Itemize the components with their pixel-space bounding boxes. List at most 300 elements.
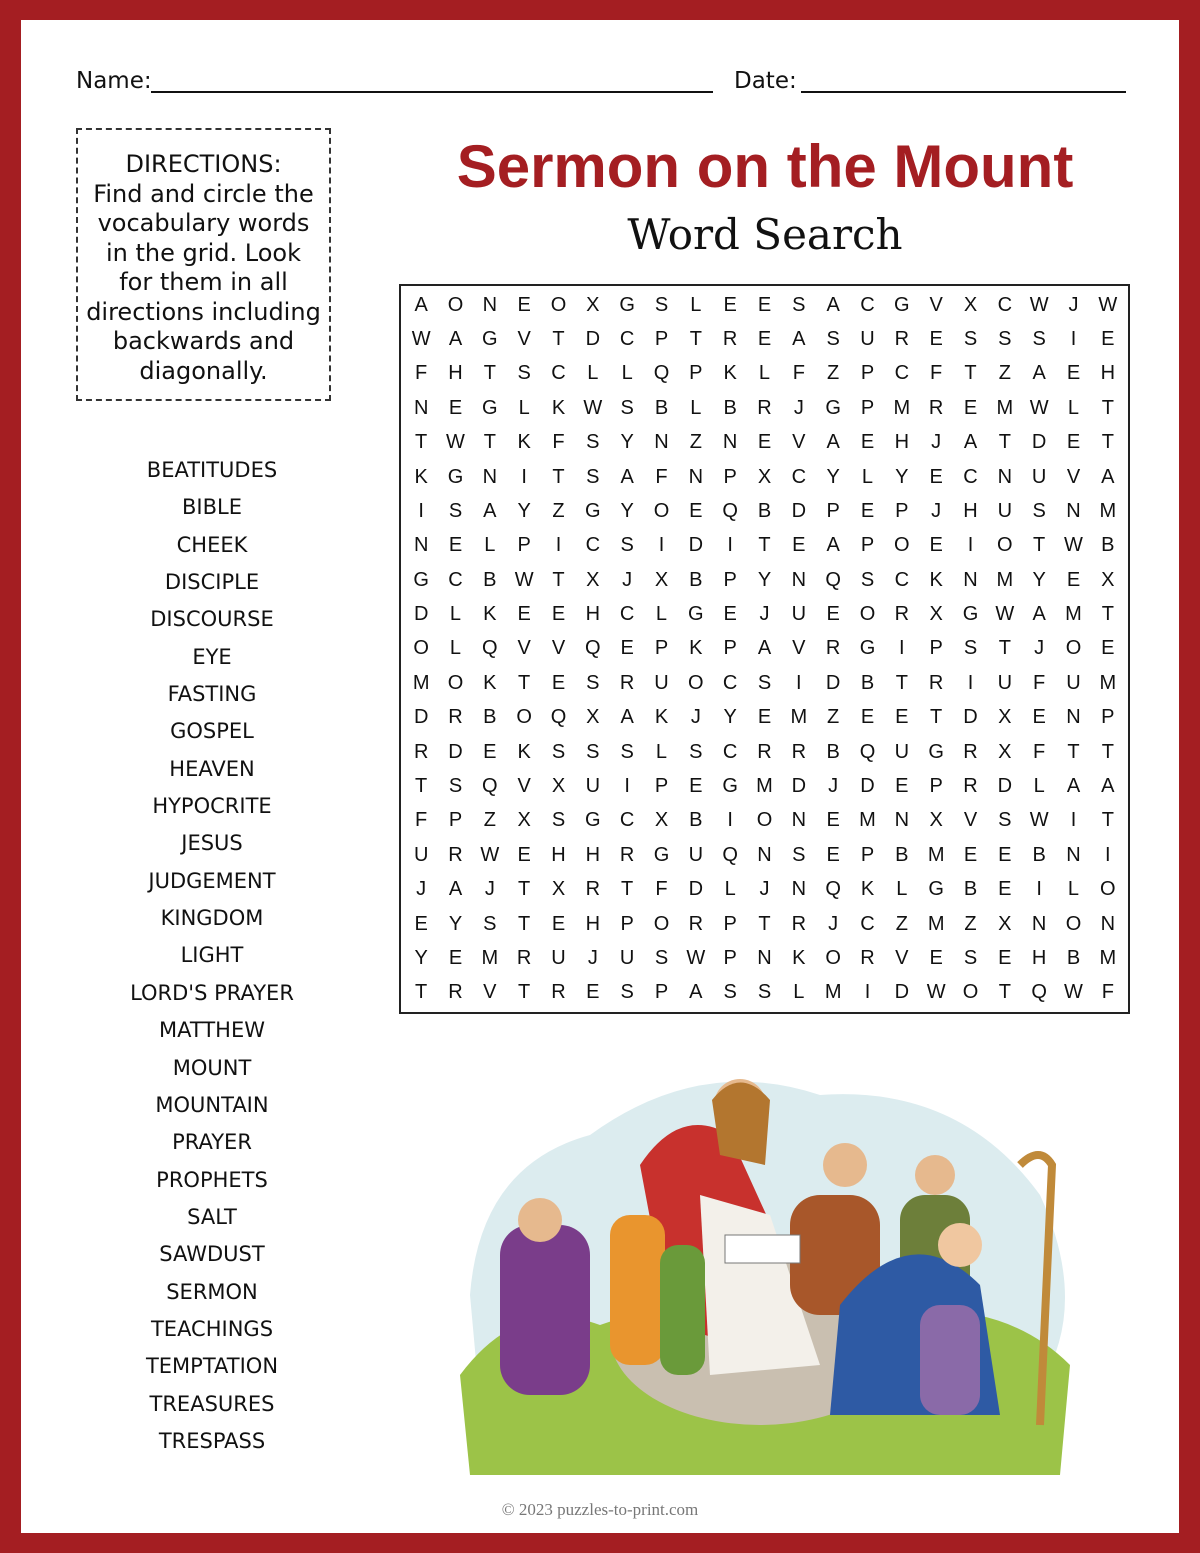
grid-letter[interactable]: K: [483, 671, 497, 694]
grid-letter[interactable]: M: [859, 809, 876, 832]
grid-letter[interactable]: U: [860, 328, 875, 351]
grid-letter[interactable]: E: [551, 671, 566, 694]
grid-letter[interactable]: M: [412, 671, 430, 694]
grid-letter[interactable]: P: [929, 775, 943, 798]
grid-letter[interactable]: B: [895, 843, 909, 866]
grid-letter[interactable]: X: [929, 809, 943, 832]
grid-letter[interactable]: R: [928, 396, 944, 419]
grid-letter[interactable]: U: [585, 775, 601, 798]
grid-letter[interactable]: R: [860, 946, 875, 969]
grid-letter[interactable]: E: [586, 981, 600, 1004]
grid-letter[interactable]: H: [585, 912, 601, 935]
grid-letter[interactable]: Q: [482, 775, 498, 798]
grid-letter[interactable]: L: [484, 534, 496, 557]
grid-letter[interactable]: L: [1067, 878, 1080, 901]
grid-letter[interactable]: S: [448, 499, 463, 522]
grid-letter[interactable]: J: [416, 878, 427, 901]
grid-letter[interactable]: E: [620, 637, 634, 660]
grid-letter[interactable]: M: [1065, 603, 1082, 626]
grid-letter[interactable]: G: [859, 637, 876, 660]
grid-letter[interactable]: R: [757, 740, 772, 763]
grid-letter[interactable]: E: [757, 293, 772, 316]
grid-letter[interactable]: X: [586, 706, 600, 729]
grid-letter[interactable]: A: [1032, 603, 1046, 626]
grid-letter[interactable]: X: [586, 568, 600, 591]
grid-letter[interactable]: X: [551, 775, 566, 798]
grid-letter[interactable]: A: [448, 328, 463, 351]
grid-letter[interactable]: N: [791, 878, 807, 901]
grid-letter[interactable]: A: [448, 878, 463, 901]
grid-letter[interactable]: Z: [998, 362, 1011, 385]
grid-letter[interactable]: T: [1101, 740, 1114, 763]
grid-letter[interactable]: P: [860, 396, 875, 419]
grid-letter[interactable]: V: [792, 637, 806, 660]
grid-letter[interactable]: G: [585, 499, 601, 522]
grid-letter[interactable]: R: [619, 843, 635, 866]
grid-letter[interactable]: W: [1064, 981, 1083, 1004]
grid-letter[interactable]: X: [998, 706, 1012, 729]
grid-letter[interactable]: E: [483, 740, 497, 763]
grid-letter[interactable]: H: [1100, 362, 1116, 385]
grid-letter[interactable]: I: [624, 775, 630, 798]
grid-letter[interactable]: S: [517, 362, 531, 385]
grid-letter[interactable]: T: [930, 706, 943, 729]
grid-letter[interactable]: D: [585, 328, 601, 351]
grid-letter[interactable]: S: [620, 740, 634, 763]
grid-letter[interactable]: I: [658, 534, 665, 557]
grid-letter[interactable]: Z: [483, 809, 496, 832]
grid-letter[interactable]: S: [586, 431, 600, 454]
grid-letter[interactable]: I: [521, 465, 527, 488]
grid-letter[interactable]: T: [758, 534, 771, 557]
grid-letter[interactable]: E: [963, 843, 978, 866]
grid-letter[interactable]: T: [483, 362, 496, 385]
grid-letter[interactable]: R: [825, 637, 841, 660]
grid-letter[interactable]: W: [1064, 534, 1083, 557]
grid-letter[interactable]: L: [1067, 396, 1080, 419]
grid-letter[interactable]: W: [995, 603, 1015, 626]
grid-letter[interactable]: E: [448, 534, 463, 557]
grid-letter[interactable]: D: [791, 499, 807, 522]
grid-letter[interactable]: D: [1031, 431, 1047, 454]
grid-letter[interactable]: E: [998, 878, 1012, 901]
grid-letter[interactable]: I: [1070, 328, 1077, 351]
grid-letter[interactable]: T: [998, 981, 1011, 1004]
grid-letter[interactable]: N: [482, 293, 498, 316]
grid-letter[interactable]: N: [757, 843, 772, 866]
grid-letter[interactable]: N: [894, 809, 910, 832]
grid-letter[interactable]: E: [517, 603, 531, 626]
grid-letter[interactable]: J: [484, 878, 495, 901]
grid-letter[interactable]: J: [759, 878, 770, 901]
grid-letter[interactable]: N: [722, 431, 738, 454]
grid-letter[interactable]: F: [792, 362, 805, 385]
grid-letter[interactable]: Q: [825, 878, 841, 901]
grid-letter[interactable]: C: [791, 465, 807, 488]
grid-letter[interactable]: B: [654, 396, 669, 419]
grid-letter[interactable]: E: [1066, 362, 1081, 385]
grid-letter[interactable]: T: [1101, 431, 1114, 454]
grid-letter[interactable]: H: [894, 431, 910, 454]
grid-letter[interactable]: F: [415, 362, 428, 385]
grid-letter[interactable]: J: [690, 706, 701, 729]
grid-letter[interactable]: E: [998, 946, 1012, 969]
grid-letter[interactable]: S: [551, 740, 566, 763]
grid-letter[interactable]: D: [448, 740, 463, 763]
grid-letter[interactable]: T: [518, 671, 531, 694]
grid-letter[interactable]: N: [757, 946, 772, 969]
grid-letter[interactable]: U: [551, 946, 566, 969]
grid-letter[interactable]: S: [792, 293, 806, 316]
grid-letter[interactable]: F: [655, 878, 668, 901]
grid-letter[interactable]: K: [517, 431, 531, 454]
grid-letter[interactable]: F: [1101, 981, 1114, 1004]
grid-letter[interactable]: E: [723, 603, 737, 626]
grid-letter[interactable]: Z: [827, 706, 840, 729]
grid-letter[interactable]: V: [517, 775, 531, 798]
grid-letter[interactable]: T: [621, 878, 634, 901]
grid-letter[interactable]: A: [826, 431, 840, 454]
grid-letter[interactable]: D: [963, 706, 978, 729]
grid-letter[interactable]: I: [1105, 843, 1111, 866]
grid-letter[interactable]: E: [551, 603, 566, 626]
grid-letter[interactable]: I: [1070, 809, 1077, 832]
grid-letter[interactable]: M: [893, 396, 911, 419]
grid-letter[interactable]: V: [963, 809, 978, 832]
grid-letter[interactable]: T: [1033, 534, 1046, 557]
grid-letter[interactable]: H: [1031, 946, 1047, 969]
grid-letter[interactable]: L: [690, 293, 702, 316]
grid-letter[interactable]: R: [894, 603, 910, 626]
grid-letter[interactable]: P: [860, 843, 875, 866]
grid-letter[interactable]: J: [1034, 637, 1045, 660]
grid-letter[interactable]: R: [413, 740, 429, 763]
grid-letter[interactable]: P: [723, 946, 737, 969]
grid-letter[interactable]: S: [826, 328, 840, 351]
grid-letter[interactable]: O: [997, 534, 1013, 557]
grid-letter[interactable]: O: [653, 912, 670, 935]
grid-letter[interactable]: P: [723, 568, 737, 591]
grid-letter[interactable]: G: [928, 878, 944, 901]
grid-letter[interactable]: Q: [722, 499, 738, 522]
grid-letter[interactable]: Z: [895, 912, 908, 935]
grid-letter[interactable]: X: [998, 912, 1012, 935]
grid-letter[interactable]: N: [654, 431, 669, 454]
grid-letter[interactable]: R: [894, 328, 910, 351]
grid-letter[interactable]: X: [757, 465, 772, 488]
grid-letter[interactable]: A: [1101, 465, 1115, 488]
grid-letter[interactable]: W: [480, 843, 500, 866]
grid-letter[interactable]: W: [514, 568, 534, 591]
grid-letter[interactable]: Y: [517, 499, 531, 522]
grid-letter[interactable]: K: [654, 706, 669, 729]
grid-letter[interactable]: S: [551, 809, 566, 832]
grid-letter[interactable]: E: [826, 843, 840, 866]
grid-letter[interactable]: N: [963, 568, 978, 591]
grid-letter[interactable]: Y: [620, 499, 634, 522]
grid-letter[interactable]: C: [448, 568, 463, 591]
grid-letter[interactable]: M: [1099, 671, 1117, 694]
grid-letter[interactable]: T: [415, 431, 428, 454]
grid-letter[interactable]: G: [722, 775, 738, 798]
grid-letter[interactable]: K: [929, 568, 943, 591]
grid-letter[interactable]: L: [655, 603, 668, 626]
grid-letter[interactable]: X: [517, 809, 531, 832]
grid-letter[interactable]: A: [826, 293, 840, 316]
grid-letter[interactable]: A: [620, 465, 634, 488]
grid-letter[interactable]: R: [791, 740, 807, 763]
grid-letter[interactable]: N: [1031, 912, 1047, 935]
grid-letter[interactable]: V: [551, 637, 566, 660]
grid-letter[interactable]: X: [929, 603, 943, 626]
grid-letter[interactable]: M: [1099, 946, 1117, 969]
grid-letter[interactable]: M: [927, 912, 945, 935]
grid-letter[interactable]: S: [998, 328, 1012, 351]
grid-letter[interactable]: B: [483, 706, 497, 729]
grid-letter[interactable]: C: [619, 603, 635, 626]
grid-letter[interactable]: P: [654, 328, 669, 351]
grid-letter[interactable]: M: [1099, 499, 1117, 522]
grid-letter[interactable]: L: [793, 981, 805, 1004]
grid-letter[interactable]: N: [791, 809, 807, 832]
grid-letter[interactable]: N: [413, 534, 429, 557]
grid-letter[interactable]: C: [894, 568, 910, 591]
grid-letter[interactable]: F: [1033, 671, 1046, 694]
grid-letter[interactable]: E: [860, 706, 875, 729]
grid-letter[interactable]: O: [516, 706, 532, 729]
grid-letter[interactable]: U: [1031, 465, 1047, 488]
grid-letter[interactable]: P: [826, 499, 840, 522]
grid-letter[interactable]: N: [997, 465, 1013, 488]
grid-letter[interactable]: O: [962, 981, 979, 1004]
grid-letter[interactable]: M: [790, 706, 808, 729]
grid-letter[interactable]: P: [654, 775, 669, 798]
grid-letter[interactable]: E: [757, 706, 772, 729]
grid-letter[interactable]: Y: [448, 912, 463, 935]
grid-letter[interactable]: I: [418, 499, 424, 522]
grid-letter[interactable]: S: [586, 671, 600, 694]
grid-letter[interactable]: B: [483, 568, 497, 591]
grid-letter[interactable]: X: [586, 293, 600, 316]
grid-letter[interactable]: L: [896, 878, 908, 901]
grid-letter[interactable]: P: [723, 912, 737, 935]
grid-letter[interactable]: E: [689, 775, 703, 798]
grid-letter[interactable]: S: [963, 637, 978, 660]
grid-letter[interactable]: L: [518, 396, 530, 419]
grid-letter[interactable]: R: [448, 843, 463, 866]
grid-letter[interactable]: S: [792, 843, 806, 866]
grid-letter[interactable]: P: [620, 912, 634, 935]
grid-letter[interactable]: W: [1029, 809, 1049, 832]
grid-letter[interactable]: C: [860, 293, 875, 316]
grid-letter[interactable]: T: [518, 912, 531, 935]
grid-letter[interactable]: P: [517, 534, 531, 557]
grid-letter[interactable]: H: [585, 843, 601, 866]
grid-letter[interactable]: D: [688, 878, 704, 901]
grid-letter[interactable]: S: [483, 912, 497, 935]
grid-letter[interactable]: P: [723, 637, 737, 660]
grid-letter[interactable]: S: [998, 809, 1012, 832]
grid-letter[interactable]: C: [585, 534, 601, 557]
grid-letter[interactable]: A: [757, 637, 772, 660]
grid-letter[interactable]: I: [967, 534, 974, 557]
grid-letter[interactable]: G: [825, 396, 841, 419]
grid-letter[interactable]: G: [653, 843, 670, 866]
grid-letter[interactable]: T: [689, 328, 702, 351]
grid-letter[interactable]: H: [963, 499, 978, 522]
grid-letter[interactable]: N: [1066, 706, 1081, 729]
grid-letter[interactable]: W: [926, 981, 946, 1004]
grid-letter[interactable]: Y: [414, 946, 428, 969]
grid-letter[interactable]: J: [1068, 293, 1079, 316]
grid-letter[interactable]: P: [1101, 706, 1115, 729]
grid-letter[interactable]: D: [997, 775, 1013, 798]
grid-letter[interactable]: S: [448, 775, 463, 798]
grid-letter[interactable]: L: [758, 362, 771, 385]
grid-letter[interactable]: A: [1032, 362, 1046, 385]
grid-letter[interactable]: G: [962, 603, 979, 626]
grid-letter[interactable]: Q: [482, 637, 498, 660]
grid-letter[interactable]: D: [413, 706, 429, 729]
grid-letter[interactable]: Z: [552, 499, 565, 522]
grid-letter[interactable]: N: [482, 465, 498, 488]
grid-letter[interactable]: R: [516, 946, 532, 969]
grid-letter[interactable]: E: [448, 396, 463, 419]
grid-letter[interactable]: S: [586, 465, 600, 488]
grid-letter[interactable]: E: [826, 809, 840, 832]
grid-letter[interactable]: R: [448, 981, 463, 1004]
grid-letter[interactable]: B: [689, 809, 703, 832]
grid-letter[interactable]: F: [655, 465, 668, 488]
grid-letter[interactable]: T: [1067, 740, 1080, 763]
grid-letter[interactable]: U: [1066, 671, 1081, 694]
grid-letter[interactable]: J: [931, 431, 942, 454]
grid-letter[interactable]: I: [899, 637, 905, 660]
grid-letter[interactable]: S: [757, 981, 772, 1004]
grid-letter[interactable]: A: [1101, 775, 1115, 798]
grid-letter[interactable]: E: [551, 912, 566, 935]
grid-letter[interactable]: S: [860, 568, 875, 591]
grid-letter[interactable]: B: [689, 568, 703, 591]
grid-letter[interactable]: I: [555, 534, 562, 557]
grid-letter[interactable]: J: [587, 946, 598, 969]
grid-letter[interactable]: E: [757, 328, 772, 351]
grid-letter[interactable]: M: [756, 775, 773, 798]
grid-letter[interactable]: E: [689, 499, 703, 522]
grid-letter[interactable]: O: [447, 293, 464, 316]
grid-letter[interactable]: S: [586, 740, 600, 763]
date-field[interactable]: [801, 91, 1126, 93]
grid-letter[interactable]: G: [619, 293, 635, 316]
grid-letter[interactable]: T: [1101, 396, 1114, 419]
grid-letter[interactable]: I: [864, 981, 871, 1004]
grid-letter[interactable]: Q: [550, 706, 567, 729]
grid-letter[interactable]: C: [722, 740, 738, 763]
grid-letter[interactable]: J: [793, 396, 804, 419]
grid-letter[interactable]: D: [688, 534, 704, 557]
grid-letter[interactable]: O: [688, 671, 704, 694]
grid-letter[interactable]: T: [895, 671, 908, 694]
grid-letter[interactable]: K: [517, 740, 531, 763]
grid-letter[interactable]: J: [828, 912, 839, 935]
grid-letter[interactable]: E: [1066, 431, 1081, 454]
grid-letter[interactable]: S: [620, 981, 634, 1004]
grid-letter[interactable]: A: [620, 706, 634, 729]
grid-letter[interactable]: S: [757, 671, 772, 694]
grid-letter[interactable]: K: [723, 362, 737, 385]
grid-letter[interactable]: E: [860, 431, 875, 454]
grid-letter[interactable]: N: [791, 568, 807, 591]
grid-letter[interactable]: F: [1033, 740, 1046, 763]
grid-letter[interactable]: U: [654, 671, 669, 694]
grid-letter[interactable]: H: [551, 843, 566, 866]
grid-letter[interactable]: P: [654, 981, 669, 1004]
grid-letter[interactable]: L: [1033, 775, 1045, 798]
grid-letter[interactable]: D: [413, 603, 429, 626]
grid-letter[interactable]: V: [517, 328, 531, 351]
grid-letter[interactable]: E: [1101, 328, 1115, 351]
grid-letter[interactable]: X: [654, 568, 669, 591]
grid-letter[interactable]: H: [585, 603, 601, 626]
grid-letter[interactable]: Y: [620, 431, 634, 454]
grid-letter[interactable]: X: [551, 878, 566, 901]
grid-letter[interactable]: C: [997, 293, 1013, 316]
grid-letter[interactable]: O: [550, 293, 567, 316]
grid-letter[interactable]: Q: [585, 637, 601, 660]
grid-letter[interactable]: J: [828, 775, 839, 798]
grid-letter[interactable]: T: [998, 637, 1011, 660]
grid-letter[interactable]: B: [1101, 534, 1115, 557]
grid-letter[interactable]: E: [1032, 706, 1046, 729]
grid-letter[interactable]: Y: [757, 568, 772, 591]
grid-letter[interactable]: N: [1066, 499, 1081, 522]
grid-letter[interactable]: T: [552, 465, 565, 488]
grid-letter[interactable]: A: [689, 981, 703, 1004]
grid-letter[interactable]: E: [895, 706, 909, 729]
grid-letter[interactable]: G: [447, 465, 464, 488]
grid-letter[interactable]: E: [963, 396, 978, 419]
grid-letter[interactable]: S: [620, 396, 634, 419]
grid-letter[interactable]: S: [963, 946, 978, 969]
grid-letter[interactable]: V: [483, 981, 497, 1004]
grid-letter[interactable]: U: [619, 946, 635, 969]
grid-letter[interactable]: U: [688, 843, 704, 866]
grid-letter[interactable]: T: [758, 912, 771, 935]
grid-letter[interactable]: E: [929, 534, 943, 557]
grid-letter[interactable]: Y: [826, 465, 840, 488]
grid-letter[interactable]: A: [792, 328, 806, 351]
grid-letter[interactable]: B: [860, 671, 875, 694]
grid-letter[interactable]: U: [997, 499, 1013, 522]
grid-letter[interactable]: H: [448, 362, 463, 385]
grid-letter[interactable]: Q: [1031, 981, 1047, 1004]
grid-letter[interactable]: U: [413, 843, 429, 866]
grid-letter[interactable]: V: [929, 293, 943, 316]
grid-letter[interactable]: J: [622, 568, 633, 591]
grid-letter[interactable]: A: [483, 499, 497, 522]
grid-letter[interactable]: G: [894, 293, 910, 316]
grid-letter[interactable]: B: [826, 740, 840, 763]
grid-letter[interactable]: T: [415, 981, 428, 1004]
grid-letter[interactable]: Y: [723, 706, 737, 729]
grid-letter[interactable]: G: [928, 740, 944, 763]
grid-letter[interactable]: T: [552, 328, 565, 351]
grid-letter[interactable]: E: [895, 775, 909, 798]
grid-letter[interactable]: E: [723, 293, 737, 316]
grid-letter[interactable]: O: [1100, 878, 1116, 901]
grid-letter[interactable]: V: [895, 946, 909, 969]
grid-letter[interactable]: D: [791, 775, 807, 798]
